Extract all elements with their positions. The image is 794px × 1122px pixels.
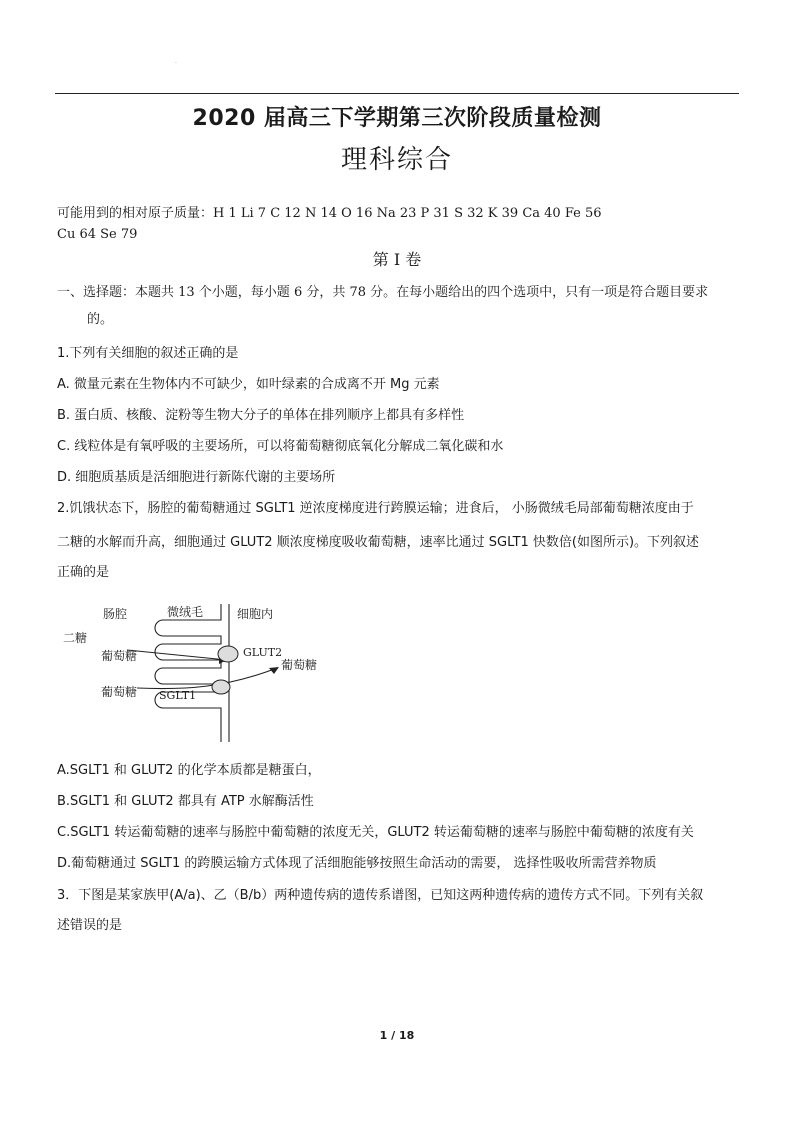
q1-option-c: C. 线粒体是有氧呼吸的主要场所，可以将葡萄糖彻底氧化分解成二氧化碳和水	[57, 439, 504, 454]
label-glut2: GLUT2	[243, 646, 283, 659]
label-lumen: 肠腔	[103, 607, 128, 621]
q2-option-a: A.SGLT1 和 GLUT2 的化学本质都是糖蛋白，	[57, 763, 321, 778]
q2-option-d: D.葡萄糖通过 SGLT1 的跨膜运输方式体现了活细胞能够按照生命活动的需要， 选择性吸收所需营养物质	[57, 856, 657, 871]
q2-stem-line-1: 2.饥饿状态下，肠腔的葡萄糖通过 SGLT1 逆浓度梯度进行跨膜运输；进食后， 小肠微绒毛局部葡萄糖浓度由于	[57, 501, 694, 516]
label-sglt1: SGLT1	[159, 689, 197, 702]
sglt1-protein	[212, 680, 230, 694]
label-glucose-inside: 葡萄糖	[281, 658, 318, 672]
glucose-arrow-top	[127, 650, 227, 660]
label-inside-cell: 细胞内	[237, 607, 274, 621]
microvilli-outer-membrane	[155, 604, 221, 742]
label-disaccharide: 二糖	[63, 631, 88, 645]
atomic-mass-line-1: 可能用到的相对原子质量：H 1 Li 7 C 12 N 14 O 16 Na 23 P 31 S 32 K 39 Ca 40 Fe 56	[57, 206, 602, 221]
page-number: 1 / 18	[379, 1029, 415, 1042]
header-rule	[55, 93, 739, 94]
q1-option-d: D. 细胞质基质是活细胞进行新陈代谢的主要场所	[57, 470, 336, 485]
q1-option-a: A. 微量元素在生物体内不可缺少，如叶绿素的合成离不开 Mg 元素	[57, 377, 440, 392]
section-instructions: 一、选择题：本题共 13 个小题，每小题 6 分，共 78 分。在每小题给出的四个选项中，只有一项是符合题目要求	[57, 285, 709, 300]
atomic-mass-line-2: Cu 64 Se 79	[57, 227, 138, 242]
q3-stem-line-1: 3．下图是某家族甲(A/a)、乙（B/b）两种遗传病的遗传系谱图，已知这两种遗传病的遗传方式不同。下列有关叙	[57, 888, 704, 903]
glucose-arrow-bottom	[137, 668, 277, 689]
q2-option-b: B.SGLT1 和 GLUT2 都具有 ATP 水解酶活性	[57, 794, 314, 809]
exam-title: 2020 届高三下学期第三次阶段质量检测	[192, 106, 602, 131]
label-glucose-top: 葡萄糖	[101, 649, 138, 663]
q1-option-b: B. 蛋白质、核酸、淀粉等生物大分子的单体在排列顺序上都具有多样性	[57, 408, 465, 423]
q2-option-c: C.SGLT1 转运葡萄糖的速率与肠腔中葡萄糖的浓度无关，GLUT2 转运葡萄糖的速率与肠腔中葡萄糖的浓度有关	[57, 825, 694, 840]
label-microvilli: 微绒毛	[167, 605, 204, 619]
scan-dot: .	[175, 58, 177, 65]
q3-stem-line-2: 述错误的是	[57, 918, 123, 933]
volume-label: 第 I 卷	[372, 250, 422, 269]
glut2-protein	[218, 646, 238, 662]
q1-stem: 1.下列有关细胞的叙述正确的是	[57, 346, 239, 361]
glucose-transport-figure	[55, 598, 355, 746]
q2-stem-line-3: 正确的是	[57, 565, 110, 580]
section-instructions-cont: 的。	[87, 312, 114, 327]
q2-stem-line-2: 二糖的水解而升高，细胞通过 GLUT2 顺浓度梯度吸收葡萄糖，速率比通过 SGLT1 快数倍(如图所示)。下列叙述	[57, 535, 700, 550]
exam-subtitle: 理科综合	[340, 145, 453, 175]
label-glucose-bottom: 葡萄糖	[101, 685, 138, 699]
